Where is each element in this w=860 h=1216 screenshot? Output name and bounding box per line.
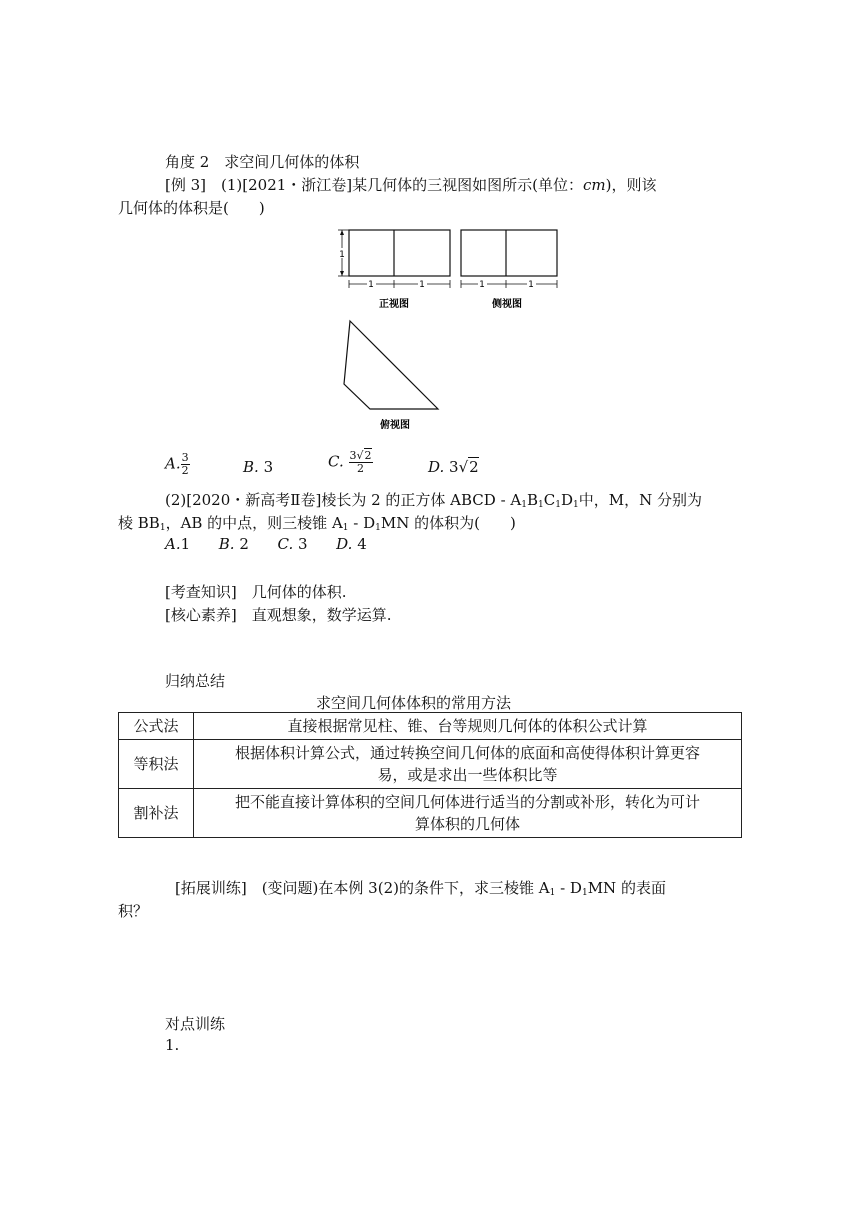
summary-table-title: 求空间几何体体积的常用方法 (316, 694, 512, 712)
practice-item: 1. (165, 1036, 180, 1054)
method-desc: 把不能直接计算体积的空间几何体进行适当的分割或补形，转化为可计 算体积的几何体 (194, 789, 742, 838)
unit: cm (583, 176, 606, 194)
table-row (119, 789, 742, 838)
method-name: 割补法 (119, 789, 194, 838)
summary-heading: 归纳总结 (165, 672, 226, 690)
q2-options: A.1 B. 2 C. 3 D. 4 (165, 535, 367, 553)
side-view-figure (455, 222, 565, 317)
top-view-figure (340, 316, 450, 434)
q2-line1: (2)[2020・新高考Ⅱ卷]棱长为 2 的正方体 ABCD - $A_1B_1C_1D_1$中，M，N 分别为 (165, 491, 702, 510)
practice-heading: 对点训练 (165, 1015, 226, 1033)
angle-heading: 角度 2 求空间几何体的体积 (165, 153, 360, 171)
q1-option-b: B. 3 (243, 458, 274, 476)
front-view-label: 正视图 (379, 299, 409, 310)
method-name: 公式法 (119, 713, 194, 740)
side-view (461, 230, 557, 310)
method-name: 等积法 (119, 740, 194, 789)
top-view-label: 俯视图 (380, 420, 410, 431)
front-view (338, 230, 450, 310)
top-view (344, 321, 438, 431)
q1-option-a: A. $\frac{3}{2}$ (165, 451, 189, 477)
extension-line2: 积？ (118, 902, 149, 920)
method-desc: 根据体积计算公式，通过转换空间几何体的底面和高使得体积计算更容 易，或是求出一些体积比等 (194, 740, 742, 789)
example3-line2: 几何体的体积是( ) (118, 199, 265, 217)
example3-line1 (165, 174, 657, 195)
dim-front-w1: 1 (368, 280, 374, 290)
table-row (119, 740, 742, 789)
side-view-label: 侧视图 (492, 299, 522, 310)
dim-front-w2: 1 (419, 280, 425, 290)
table-row (119, 713, 742, 740)
q1-text-a: (1)[2021・浙江卷]某几何体的三视图如图所示(单位： (206, 176, 584, 194)
dim-front-height: 1 (339, 250, 345, 260)
extension-line1: [拓展训练] (变问题)在本例 3(2)的条件下，求三棱锥 $A_1 - D_1MN$ 的表面 (175, 879, 666, 898)
methods-table (118, 712, 742, 838)
dim-side-w2: 1 (528, 280, 534, 290)
example-tag: [例 3] (165, 176, 207, 194)
q1-text-b: )，则该 (605, 176, 657, 194)
method-desc: 直接根据常见柱、锥、台等规则几何体的体积公式计算 (194, 713, 742, 740)
literacy-note: [核心素养] 直观想象，数学运算. (165, 606, 392, 624)
q1-option-c: C. $\frac{3√2}{2}$ (328, 449, 372, 475)
dim-side-w1: 1 (479, 280, 485, 290)
q1-option-d: D. 3√2 (428, 458, 479, 476)
q2-line2: 棱 $BB_1$，AB 的中点，则三棱锥 $A_1 - D_1MN$ 的体积为( ) (118, 514, 516, 533)
knowledge-note: [考查知识] 几何体的体积. (165, 583, 347, 601)
